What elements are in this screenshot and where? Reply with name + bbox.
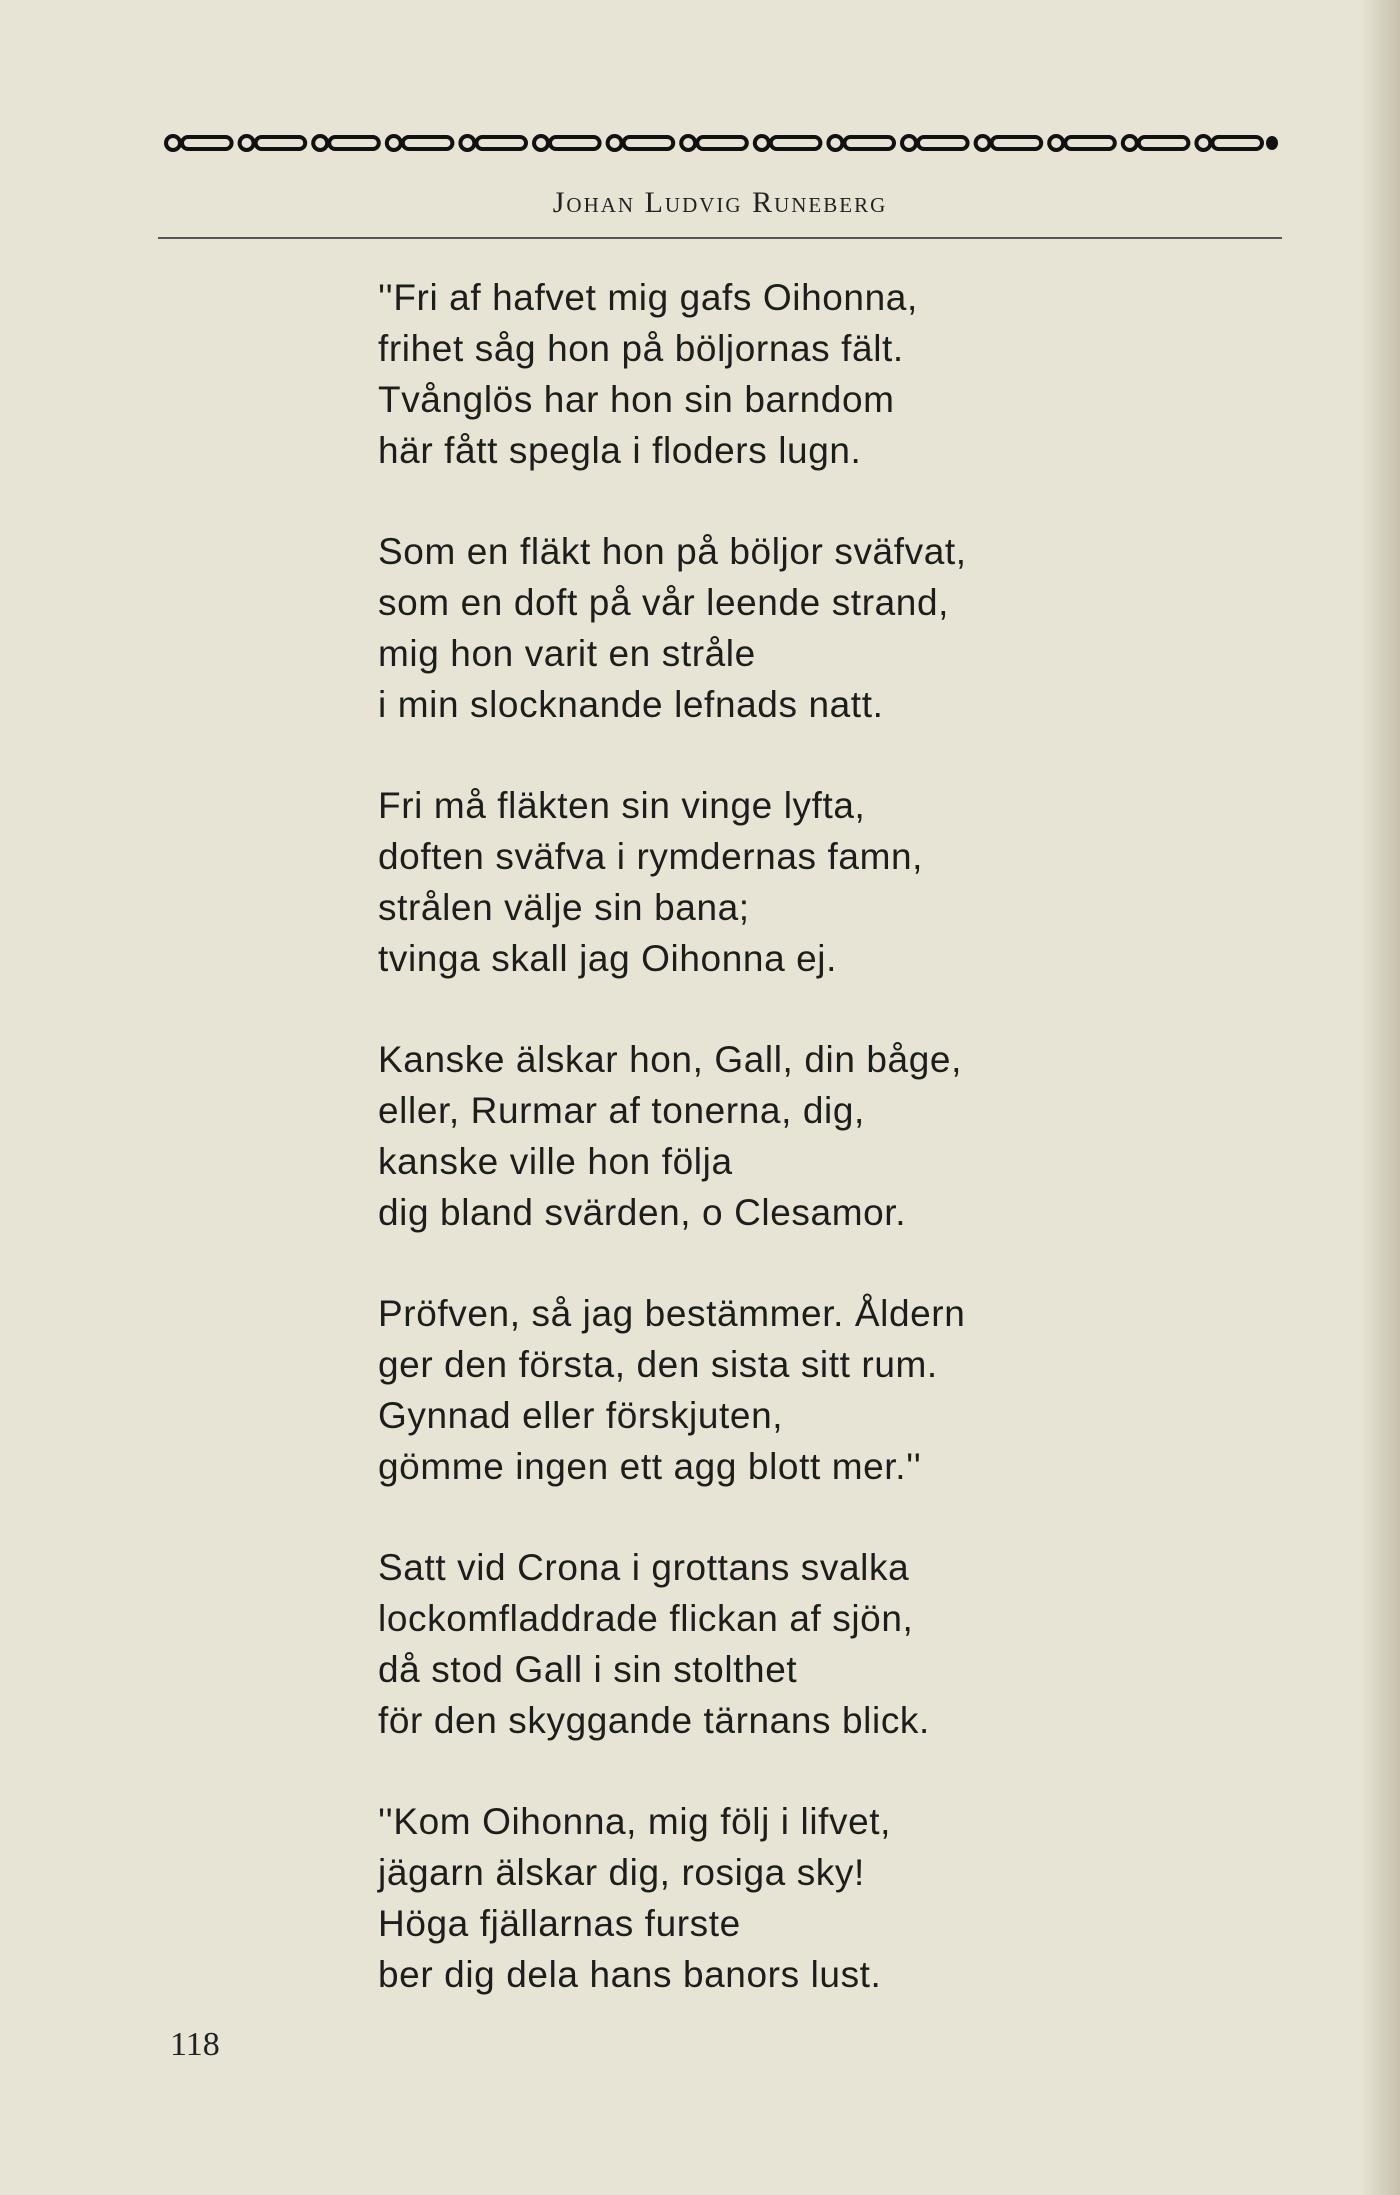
verse-line: ''Fri af hafvet mig gafs Oihonna, xyxy=(378,277,918,318)
stanza xyxy=(378,1542,1138,1746)
verse-line: ger den första, den sista sitt rum. xyxy=(378,1344,938,1385)
chain-ring xyxy=(1123,136,1137,150)
chain-ring xyxy=(755,136,769,150)
stanza xyxy=(378,1288,1138,1492)
chain-link xyxy=(403,137,453,149)
chain-ring xyxy=(608,136,622,150)
verse-line: kanske ville hon följa xyxy=(378,1141,733,1182)
header-rule xyxy=(158,237,1282,239)
chain-link xyxy=(918,137,968,149)
verse-line: som en doft på vår leende strand, xyxy=(378,582,950,623)
verse-line: tvinga skall jag Oihonna ej. xyxy=(378,938,838,979)
chain-end xyxy=(1266,136,1278,150)
chain-ring xyxy=(166,136,180,150)
chain-ring xyxy=(534,136,548,150)
verse-line: mig hon varit en stråle xyxy=(378,633,756,674)
stanza xyxy=(378,272,1138,476)
verse-line: frihet såg hon på böljornas fält. xyxy=(378,328,904,369)
chain-ring xyxy=(1196,136,1210,150)
verse-line: strålen välje sin bana; xyxy=(378,887,750,928)
page-number: 118 xyxy=(170,2026,220,2063)
chain-link xyxy=(992,137,1042,149)
verse-line: eller, Rurmar af tonerna, dig, xyxy=(378,1090,865,1131)
stanza xyxy=(378,1034,1138,1238)
chain-link xyxy=(697,137,747,149)
verse-line: ber dig dela hans banors lust. xyxy=(378,1954,882,1995)
verse-line: dig bland svärden, o Clesamor. xyxy=(378,1192,907,1233)
verse-line: Som en fläkt hon på böljor sväfvat, xyxy=(378,531,967,572)
verse-line: Höga fjällarnas furste xyxy=(378,1903,741,1944)
verse-line: Kanske älskar hon, Gall, din båge, xyxy=(378,1039,962,1080)
verse-line: Satt vid Crona i grottans svalka xyxy=(378,1547,910,1588)
verse-line: Tvånglös har hon sin barndom xyxy=(378,379,895,420)
chain-ring xyxy=(902,136,916,150)
chain-ring xyxy=(313,136,327,150)
stanza xyxy=(378,526,1138,730)
chain-ring xyxy=(1049,136,1063,150)
poem-body xyxy=(378,272,1138,2050)
chain-ring xyxy=(460,136,474,150)
chain-link xyxy=(844,137,894,149)
verse-line: ''Kom Oihonna, mig följ i lifvet, xyxy=(378,1801,892,1842)
chain-link xyxy=(1139,137,1189,149)
stanza xyxy=(378,1796,1138,2000)
chain-ring xyxy=(976,136,990,150)
stanza xyxy=(378,780,1138,984)
verse-line: Fri må fläkten sin vinge lyfta, xyxy=(378,785,866,826)
chain-link xyxy=(550,137,600,149)
chain-link xyxy=(329,137,379,149)
verse-line: Gynnad eller förskjuten, xyxy=(378,1395,784,1436)
chain-link xyxy=(182,137,232,149)
verse-line: i min slocknande lefnads natt. xyxy=(378,684,884,725)
running-head: Johan Ludvig Runeberg xyxy=(552,186,888,219)
verse-line: doften sväfva i rymdernas famn, xyxy=(378,836,924,877)
chain-ring xyxy=(240,136,254,150)
chain-link xyxy=(624,137,674,149)
chain-link xyxy=(771,137,821,149)
chain-ring xyxy=(387,136,401,150)
verse-line: jägarn älskar dig, rosiga sky! xyxy=(378,1852,865,1893)
page-edge-shadow xyxy=(1360,0,1400,2195)
verse-line: här fått spegla i floders lugn. xyxy=(378,430,862,471)
chain-link xyxy=(256,137,306,149)
chain-link xyxy=(476,137,526,149)
chain-ring xyxy=(681,136,695,150)
verse-line: Pröfven, så jag bestämmer. Åldern xyxy=(378,1293,966,1334)
verse-line: då stod Gall i sin stolthet xyxy=(378,1649,798,1690)
chain-ring xyxy=(828,136,842,150)
verse-line: gömme ingen ett agg blott mer.'' xyxy=(378,1446,922,1487)
chain-link xyxy=(1212,137,1262,149)
verse-line: lockomfladdrade flickan af sjön, xyxy=(378,1598,914,1639)
chain-ornament xyxy=(160,128,1280,158)
verse-line: för den skyggande tärnans blick. xyxy=(378,1700,930,1741)
chain-link xyxy=(1065,137,1115,149)
